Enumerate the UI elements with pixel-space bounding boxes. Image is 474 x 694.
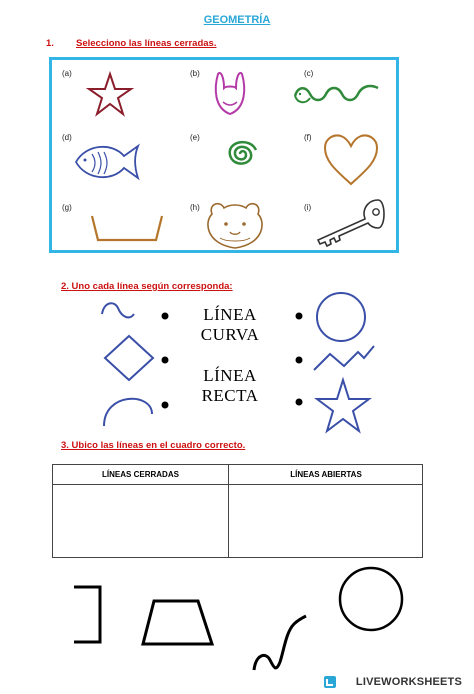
item-label-d: (d) — [62, 133, 72, 142]
curve-line-1[interactable] — [100, 296, 160, 326]
classification-table — [52, 464, 423, 558]
word-linea-recta[interactable] — [170, 366, 290, 406]
spiral-shape-e[interactable] — [216, 130, 266, 176]
diamond-shape[interactable] — [101, 334, 157, 386]
q1-text: Selecciono las líneas cerradas. — [76, 38, 217, 49]
item-label-e: (e) — [190, 133, 200, 142]
arc-shape[interactable] — [100, 386, 160, 430]
heart-shape-f[interactable] — [322, 132, 380, 188]
item-label-i: (i) — [304, 203, 312, 212]
item-label-g: (g) — [62, 203, 72, 212]
circle-shape[interactable] — [314, 290, 368, 344]
item-label-h: (h) — [190, 203, 200, 212]
table-header-open: LÍNEAS ABIERTAS — [229, 465, 423, 485]
drop-zone-open[interactable] — [229, 486, 423, 558]
bear-face-shape-h[interactable] — [202, 198, 268, 252]
word-linea-curva[interactable] — [170, 305, 290, 345]
star-shape-q2[interactable] — [314, 378, 372, 436]
brand-watermark: LIVEWORKSHEETS — [355, 676, 462, 688]
snake-shape-c[interactable] — [292, 80, 382, 110]
word-recta-line1: LÍNEA — [203, 366, 257, 385]
item-label-b: (b) — [190, 69, 200, 78]
page-title: GEOMETRÍA — [203, 14, 271, 26]
q2-text: 2. Uno cada línea según corresponda: — [61, 281, 233, 292]
key-shape-i[interactable] — [312, 196, 388, 250]
open-box-shape-g[interactable] — [90, 212, 164, 244]
zigzag-line[interactable] — [312, 344, 378, 374]
liveworksheets-logo-icon — [323, 675, 337, 689]
fish-shape-d[interactable] — [72, 140, 140, 184]
circle-shape-bottom[interactable] — [336, 564, 406, 634]
word-curva-line1: LÍNEA — [203, 305, 257, 324]
item-label-a: (a) — [62, 69, 72, 78]
bracket-open-shape[interactable] — [70, 584, 110, 646]
item-label-f: (f) — [304, 133, 312, 142]
word-recta-line2: RECTA — [201, 386, 259, 405]
squiggle-line-shape[interactable] — [250, 612, 310, 678]
trapezoid-shape[interactable] — [140, 598, 216, 648]
word-curva-line2: CURVA — [200, 325, 260, 344]
q3-text: 3. Ubico las líneas en el cuadro correcto. — [61, 440, 246, 451]
star-shape-a[interactable] — [86, 72, 134, 118]
right-connection-dots[interactable] — [292, 310, 306, 420]
table-header-closed: LÍNEAS CERRADAS — [53, 465, 228, 485]
q1-number: 1. — [46, 38, 54, 49]
bunny-face-shape-b[interactable] — [212, 68, 248, 118]
item-label-c: (c) — [304, 69, 314, 78]
drop-zone-closed[interactable] — [53, 486, 228, 558]
